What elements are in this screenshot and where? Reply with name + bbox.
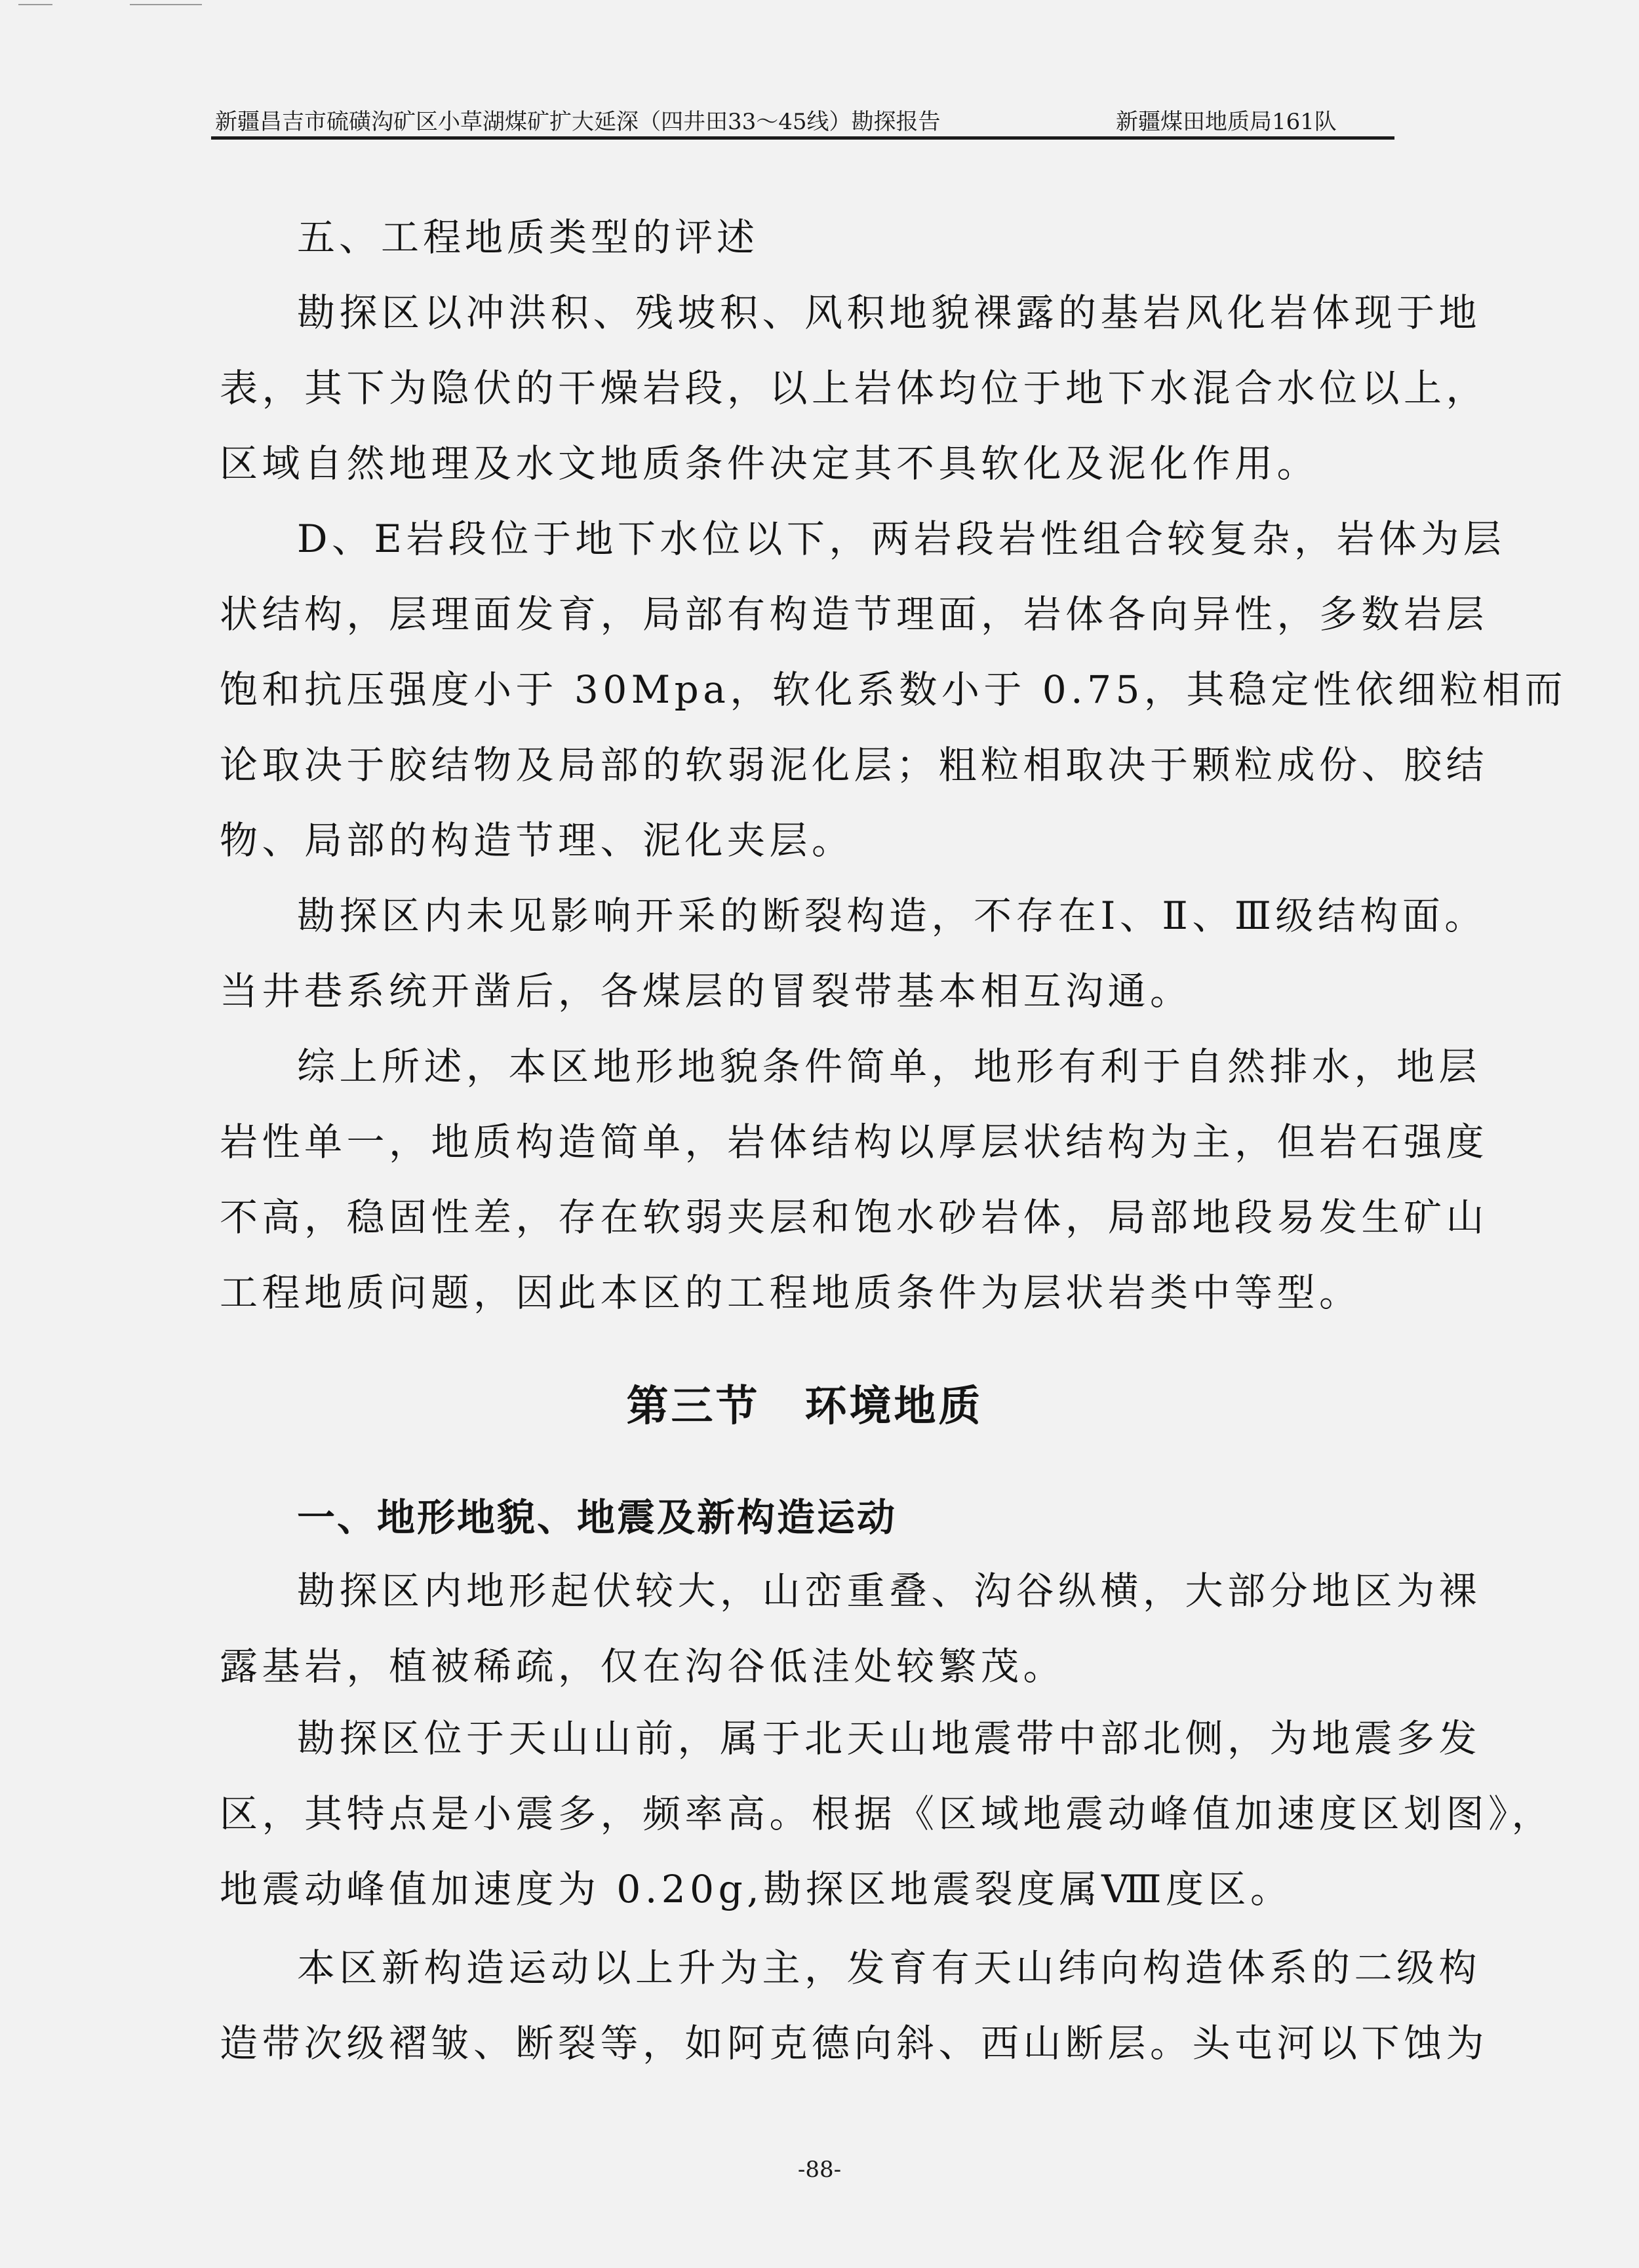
paragraph-line: 勘探区以冲洪积、残坡积、风积地貌裸露的基岩风化岩体现于地 [297, 290, 1482, 335]
report-title: 新疆昌吉市硫磺沟矿区小草湖煤矿扩大延深（四井田33～45线）勘探报告 [215, 109, 941, 135]
paragraph-line: 勘探区内地形起伏较大，山峦重叠、沟谷纵横，大部分地区为裸 [297, 1569, 1482, 1613]
paragraph-line: 区域自然地理及水文地质条件决定其不具软化及泥化作用。 [220, 441, 1320, 486]
paragraph-line: 饱和抗压强度小于 30Mpa，软化系数小于 0.75，其稳定性依细粒相而 [220, 667, 1567, 712]
paragraph-line: 岩性单一，地质构造简单，岩体结构以厚层状结构为主，但岩石强度 [220, 1120, 1489, 1164]
subsection-heading-engineering-geology-type: 五、工程地质类型的评述 [297, 215, 759, 260]
paragraph-line: 论取决于胶结物及局部的软弱泥化层；粗粒相取决于颗粒成份、胶结 [220, 743, 1489, 787]
paragraph-line: 综上所述，本区地形地貌条件简单，地形有利于自然排水，地层 [297, 1044, 1482, 1089]
scan-artifact [130, 4, 202, 5]
paragraph-line: 地震动峰值加速度为 0.20g,勘探区地震裂度属Ⅷ度区。 [220, 1867, 1293, 1911]
paragraph-line: 状结构，层理面发育，局部有构造节理面，岩体各向异性，多数岩层 [220, 592, 1489, 636]
paragraph-line: 不高，稳固性差，存在软弱夹层和饱水砂岩体，局部地段易发生矿山 [220, 1195, 1489, 1240]
paragraph-line: 勘探区内未见影响开采的断裂构造，不存在Ⅰ、Ⅱ、Ⅲ级结构面。 [297, 893, 1487, 938]
paragraph-line: 区，其特点是小震多，频率高。根据《区域地震动峰值加速度区划图》， [220, 1791, 1554, 1836]
paragraph-line: 露基岩，植被稀疏，仅在沟谷低洼处较繁茂。 [220, 1644, 1066, 1689]
page-number: -88- [797, 2157, 842, 2183]
paragraph-line: 勘探区位于天山山前，属于北天山地震带中部北侧，为地震多发 [297, 1716, 1482, 1761]
paragraph-line: 本区新构造运动以上升为主，发育有天山纬向构造体系的二级构 [297, 1945, 1482, 1990]
paragraph-line: 物、局部的构造节理、泥化夹层。 [220, 818, 854, 863]
paragraph-line: 当井巷系统开凿后，各煤层的冒裂带基本相互沟通。 [220, 969, 1193, 1013]
paragraph-line: 工程地质问题，因此本区的工程地质条件为层状岩类中等型。 [220, 1270, 1362, 1315]
organization-name: 新疆煤田地质局161队 [1116, 109, 1337, 135]
paragraph-line: D、E岩段位于地下水位以下，两岩段岩性组合较复杂，岩体为层 [297, 517, 1506, 561]
subsection-heading-terrain-earthquake: 一、地形地貌、地震及新构造运动 [297, 1495, 898, 1540]
section-title-environmental-geology: 第三节 环境地质 [626, 1382, 983, 1431]
page-header [211, 98, 1394, 139]
header-divider [211, 136, 1394, 140]
scan-artifact [18, 4, 52, 5]
paragraph-line: 表，其下为隐伏的干燥岩段，以上岩体均位于地下水混合水位以上， [220, 366, 1489, 410]
paragraph-line: 造带次级褶皱、断裂等，如阿克德向斜、西山断层。头屯河以下蚀为 [220, 2021, 1489, 2065]
